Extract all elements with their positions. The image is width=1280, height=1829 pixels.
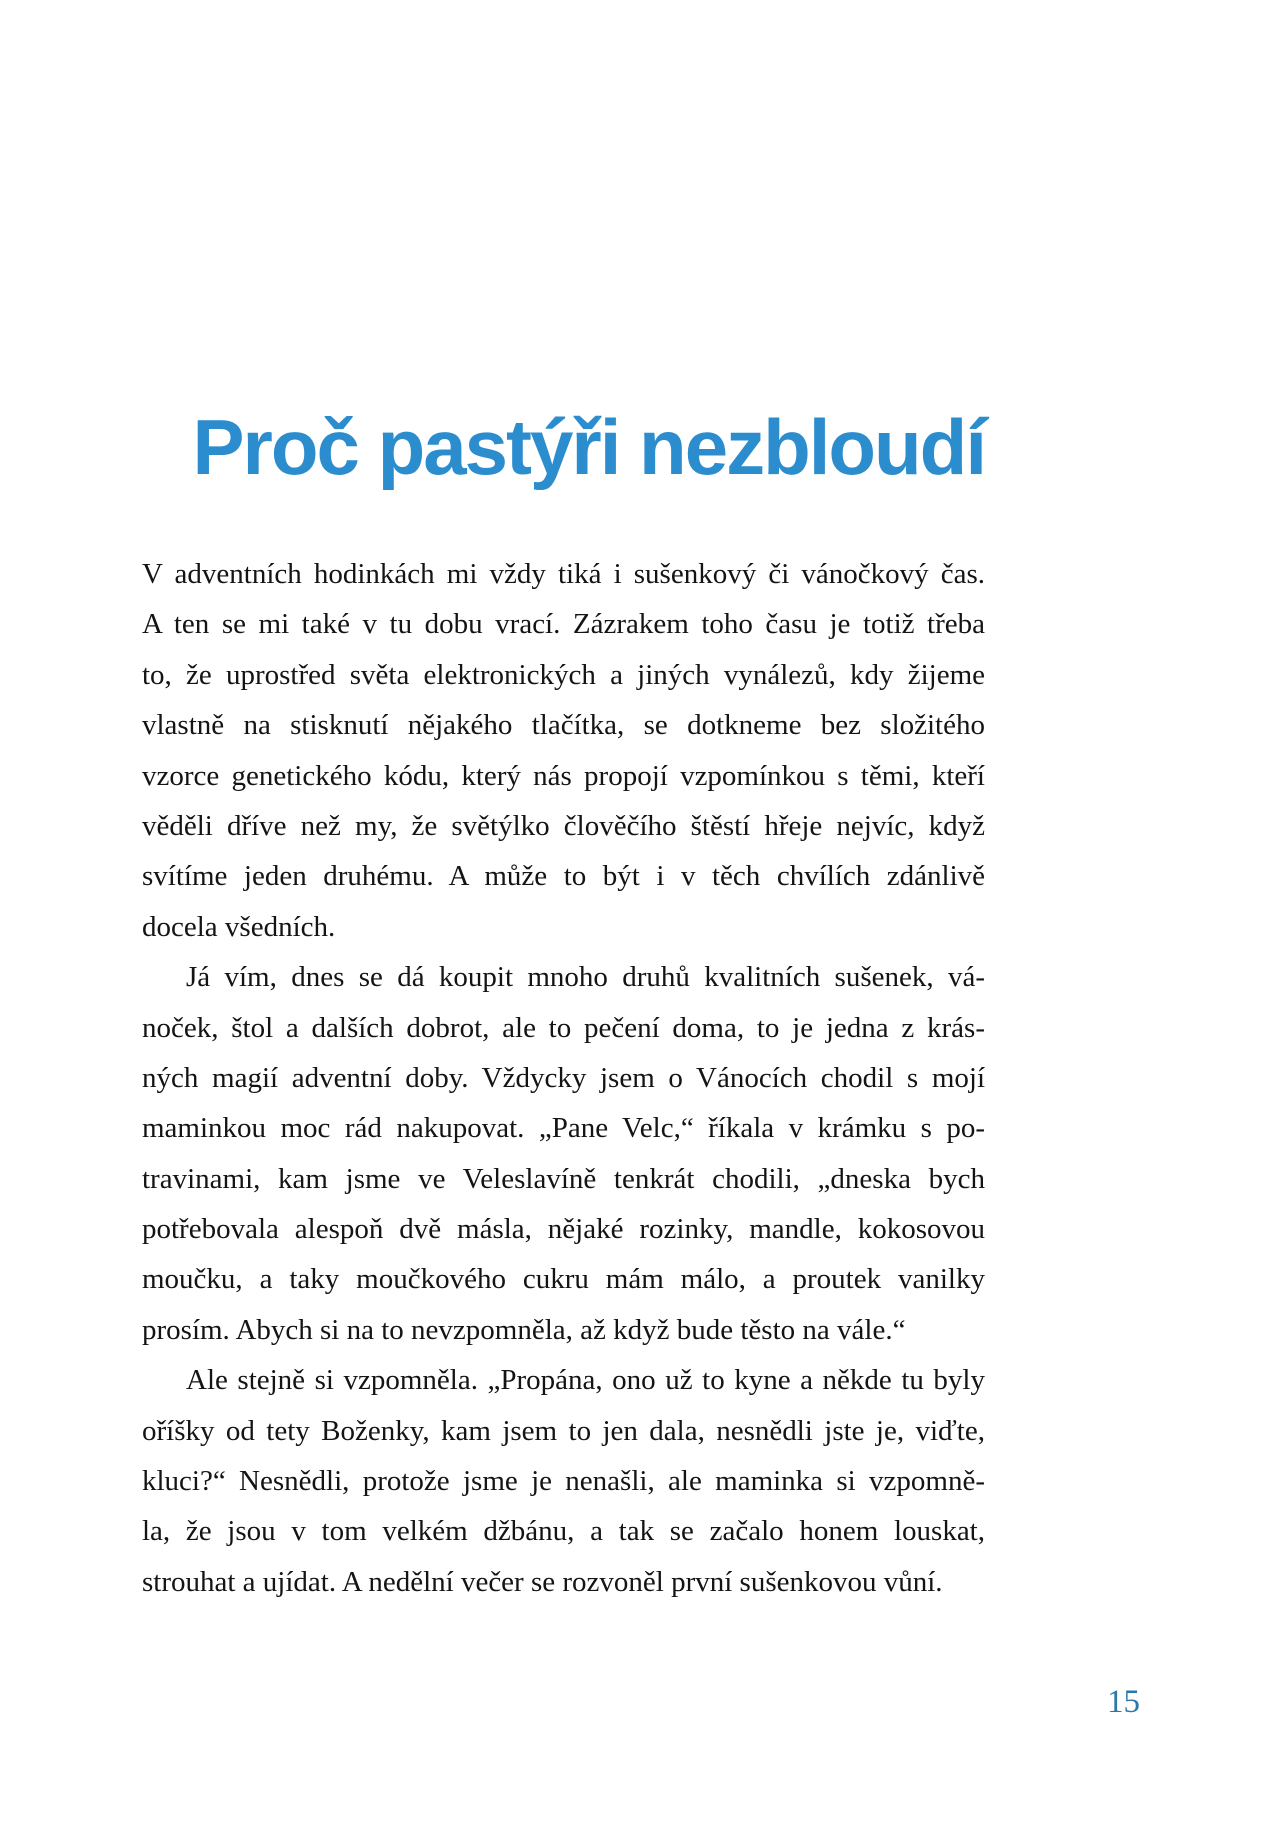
text-line: docela všedních. bbox=[142, 910, 336, 943]
text-line: Já vím, dnes se dá koupit mnoho druhů kvalitních sušenek, vá- bbox=[186, 961, 985, 994]
text-line: prosím. Abych si na to nevzpomněla, až když bude těsto na vále.“ bbox=[142, 1313, 906, 1346]
text-line: moučku, a taky moučkového cukru mám málo, a proutek vanilky bbox=[142, 1263, 985, 1296]
text-line: V adventních hodinkách mi vždy tiká i sušenkový či vánočkový čas. bbox=[142, 558, 985, 590]
text-line: vlastně na stisknutí nějakého tlačítka, se dotkneme bez složitého bbox=[142, 709, 985, 742]
text-line: la, že jsou v tom velkém džbánu, a tak se začalo honem louskat, bbox=[142, 1515, 985, 1548]
paragraph bbox=[142, 952, 985, 1355]
chapter-title: Proč pastýři nezbloudí bbox=[192, 403, 985, 492]
text-line: to, že uprostřed světa elektronických a jiných vynálezů, kdy žijeme bbox=[142, 658, 985, 691]
body-text-block bbox=[142, 549, 985, 1607]
text-line: travinami, kam jsme ve Veleslavíně tenkrát chodili, „dneska bych bbox=[142, 1162, 985, 1195]
text-line: noček, štol a dalších dobrot, ale to pečení doma, to je jedna z krás- bbox=[142, 1011, 985, 1044]
text-line: maminkou moc rád nakupovat. „Pane Velc,“ říkala v krámku s po- bbox=[142, 1112, 985, 1145]
text-line: ných magií adventní doby. Vždycky jsem o Vánocích chodil s mojí bbox=[142, 1061, 985, 1094]
page-number: 15 bbox=[1107, 1684, 1140, 1720]
paragraph bbox=[142, 1355, 985, 1607]
text-line: vzorce genetického kódu, který nás propojí vzpomínkou s těmi, kteří bbox=[142, 759, 985, 792]
text-line: oříšky od tety Boženky, kam jsem to jen dala, nesnědli jste je, viďte, bbox=[142, 1414, 985, 1447]
text-line: svítíme jeden druhému. A může to být i v těch chvílích zdánlivě bbox=[142, 860, 985, 893]
text-line: Ale stejně si vzpomněla. „Propána, ono už to kyne a někde tu byly bbox=[186, 1364, 985, 1397]
text-line: A ten se mi také v tu dobu vrací. Zázrakem toho času je totiž třeba bbox=[142, 608, 985, 641]
text-line: kluci?“ Nesnědli, protože jsme je nenašli, ale maminka si vzpomně- bbox=[142, 1465, 985, 1498]
paragraph bbox=[142, 549, 985, 952]
text-line: potřebovala alespoň dvě másla, nějaké rozinky, mandle, kokosovou bbox=[142, 1213, 985, 1246]
text-line: strouhat a ujídat. A nedělní večer se rozvoněl první sušenkovou vůní. bbox=[142, 1565, 943, 1598]
text-line: věděli dříve než my, že světýlko člověčího štěstí hřeje nejvíc, když bbox=[142, 809, 985, 842]
